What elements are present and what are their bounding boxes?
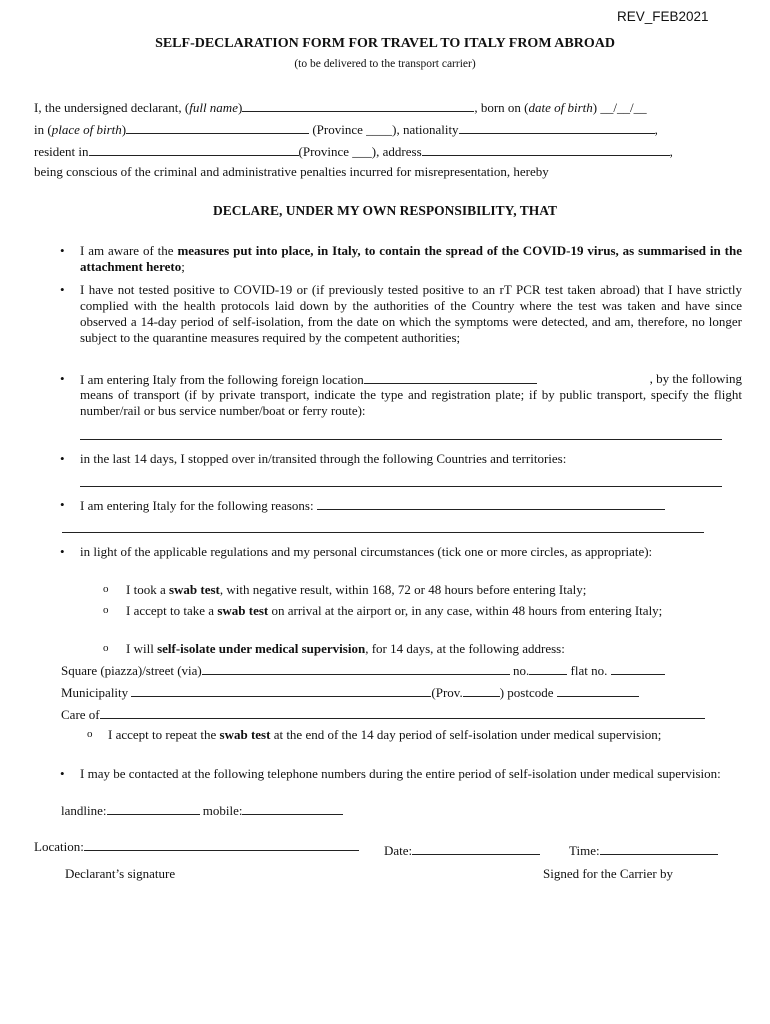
declaration-reasons: I am entering Italy for the following reasons: (80, 497, 665, 514)
circle-checkbox[interactable]: o (103, 604, 109, 616)
bullet-icon: • (60, 243, 65, 258)
option-swab-before: I took a swab test, with negative result, within 168, 72 or 48 hours before entering Italy; (126, 582, 587, 597)
declaration-transport: means of transport (if by private transport, indicate the type and registration plate; if by public transport, specify the flight number/rail or bus service number/boat or ferry route): (80, 387, 742, 418)
contact-phone-line: landline: mobile: (61, 802, 343, 819)
declaration-not-positive: I have not tested positive to COVID-19 or (if previously tested positive to an rT PCR test taken abroad) that I have strictly complied with the health protocols laid down by the authorities of the Country where the test was taken and have since observed a 14-day period of self-isolation, from the date on which the symptoms were detected, and am, therefore, no longer subject to the quarantine measures required by the competent authorities; (80, 282, 742, 345)
location-line: Location: (34, 838, 359, 855)
declaration-origin-line: I am entering Italy from the following foreign location (80, 371, 537, 388)
postcode-field[interactable] (557, 684, 639, 697)
intro-line-residence: resident in (Province ___), address , (34, 144, 673, 159)
declaration-measures: I am aware of the measures put into place, in Italy, to contain the spread of the COVID-19 virus, as summarised in the attachment hereto; (80, 243, 742, 274)
residence-field[interactable] (89, 143, 299, 156)
option-self-isolate: I will self-isolate under medical supervision, for 14 days, at the following address: (126, 641, 565, 656)
bullet-icon: • (60, 451, 65, 466)
landline-field[interactable] (107, 802, 200, 815)
bullet-icon: • (60, 544, 65, 559)
declarant-signature-label: Declarant’s signature (65, 866, 176, 881)
transit-field[interactable] (80, 486, 722, 487)
nationality-field[interactable] (459, 121, 655, 134)
date-line: Date: (384, 842, 540, 859)
declaration-circumstances: in light of the applicable regulations and my personal circumstances (tick one or more circles, as appropriate): (80, 544, 653, 559)
mobile-field[interactable] (242, 802, 343, 815)
street-field[interactable] (202, 662, 510, 675)
time-field[interactable] (600, 842, 718, 855)
location-field[interactable] (84, 838, 359, 851)
time-line: Time: (569, 842, 718, 859)
reasons-field[interactable] (317, 497, 665, 510)
revision-code: REV_FEB2021 (617, 9, 709, 24)
bullet-icon: • (60, 497, 65, 512)
address-field[interactable] (422, 143, 670, 156)
bullet-icon: • (60, 282, 65, 297)
circle-checkbox[interactable]: o (103, 642, 109, 654)
municipality-field[interactable] (131, 684, 431, 697)
care-of-field[interactable] (100, 706, 705, 719)
intro-line-name: I, the undersigned declarant, (full name) , born on (date of birth) __/__/__ (34, 100, 647, 115)
reasons-field-2[interactable] (62, 532, 704, 533)
form-title: SELF-DECLARATION FORM FOR TRAVEL TO ITALY FROM ABROAD (155, 36, 615, 51)
address-municipality-line: Municipality (Prov. ) postcode (61, 684, 639, 701)
foreign-location-field[interactable] (364, 371, 537, 384)
bullet-icon: • (60, 371, 65, 386)
form-subtitle: (to be delivered to the transport carrier) (294, 58, 476, 70)
street-number-field[interactable] (529, 662, 567, 675)
flat-number-field[interactable] (611, 662, 665, 675)
circle-checkbox[interactable]: o (103, 583, 109, 595)
declaration-transit: in the last 14 days, I stopped over in/transited through the following Countries and territories: (80, 451, 567, 466)
option-swab-arrival: I accept to take a swab test on arrival at the airport or, in any case, within 48 hours from entering Italy; (126, 603, 663, 618)
address-street-line: Square (piazza)/street (via) no. flat no. (61, 662, 665, 679)
transport-field[interactable] (80, 439, 722, 440)
intro-line-birthplace: in (place of birth) (Province ____), nationality , (34, 122, 658, 137)
address-careof-line: Care of (61, 706, 705, 723)
circle-checkbox[interactable]: o (87, 728, 93, 740)
declaration-contact: I may be contacted at the following telephone numbers during the entire period of self-isolation under medical supervision: (80, 766, 721, 781)
option-repeat-swab: I accept to repeat the swab test at the end of the 14 day period of self-isolation under medical supervision; (108, 727, 662, 742)
date-field[interactable] (412, 842, 540, 855)
carrier-signature-label: Signed for the Carrier by (543, 866, 673, 881)
declaration-origin-tail: , by the following (649, 371, 742, 386)
declare-heading: DECLARE, UNDER MY OWN RESPONSIBILITY, THAT (213, 203, 557, 218)
full-name-field[interactable] (242, 99, 474, 112)
place-of-birth-field[interactable] (126, 121, 309, 134)
intro-line-conscious: being conscious of the criminal and administrative penalties incurred for misrepresentation, hereby (34, 164, 549, 179)
bullet-icon: • (60, 766, 65, 781)
province-field[interactable] (463, 684, 500, 697)
